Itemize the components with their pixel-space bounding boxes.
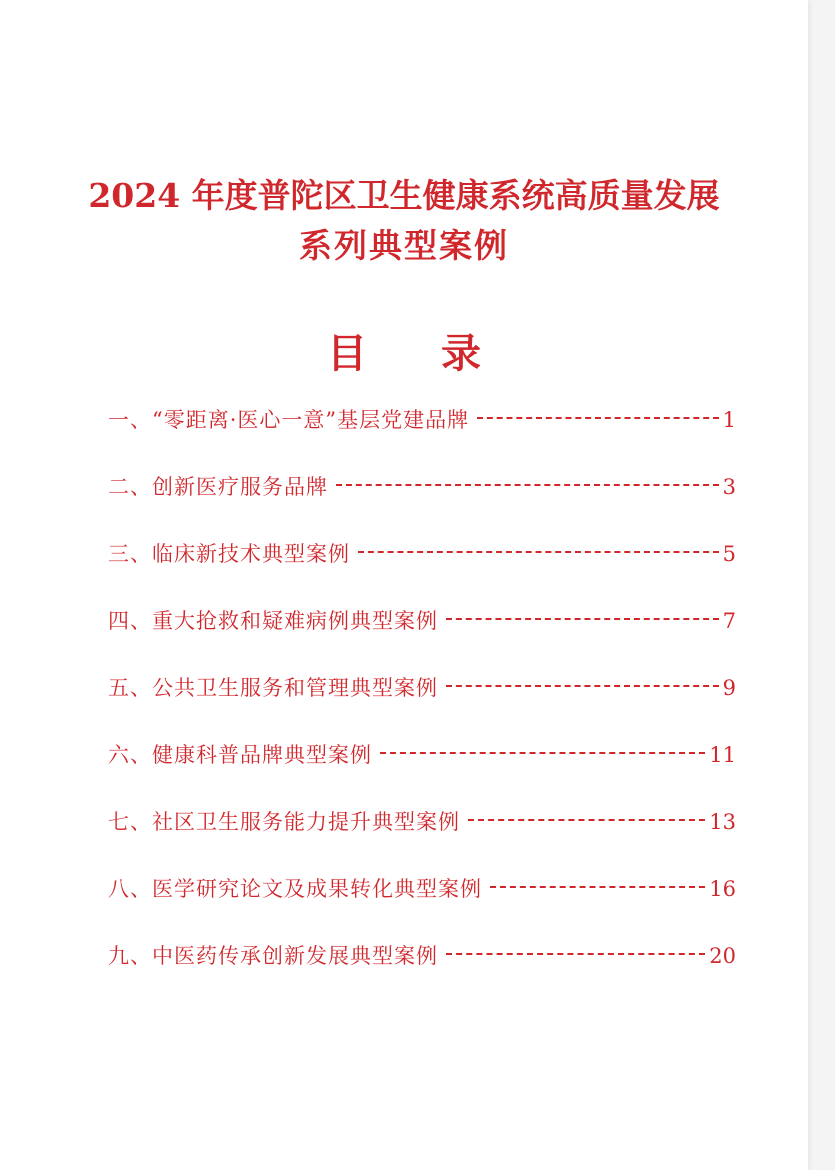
toc-entry-title: 二、创新医疗服务品牌 [108, 475, 328, 499]
toc-leader [446, 618, 719, 620]
toc-entry-title: 四、重大抢救和疑难病例典型案例 [108, 609, 438, 633]
toc-leader [336, 484, 719, 486]
document-title-line1: 2024 年度普陀区卫生健康系统高质量发展 [88, 176, 720, 215]
toc-page-number: 7 [722, 609, 736, 633]
toc-entry-title: 八、医学研究论文及成果转化典型案例 [108, 877, 482, 901]
toc-entry[interactable] [108, 396, 736, 463]
toc-leader [490, 886, 705, 888]
toc-leader [358, 551, 719, 553]
toc-page-number: 5 [722, 542, 736, 566]
document-title-line2: 系列典型案例 [299, 226, 509, 265]
toc-page-number: 20 [709, 944, 736, 968]
toc-entry-title: 六、健康科普品牌典型案例 [108, 743, 372, 767]
toc-entry[interactable] [108, 664, 736, 731]
toc-heading: 目 录 [327, 330, 511, 377]
toc-page-number: 16 [709, 877, 736, 901]
toc-leader [477, 417, 718, 419]
toc-entry-title: 九、中医药传承创新发展典型案例 [108, 944, 438, 968]
toc-entry[interactable] [108, 597, 736, 664]
toc-page-number: 1 [722, 408, 736, 432]
toc-page-number: 3 [722, 475, 736, 499]
toc-page-number: 13 [709, 810, 736, 834]
toc-entry[interactable] [108, 932, 736, 999]
toc-entry-title: 一、“零距离·医心一意”基层党建品牌 [108, 408, 470, 432]
toc-entry[interactable] [108, 798, 736, 865]
toc-page-number: 11 [709, 743, 736, 767]
toc-entry[interactable] [108, 463, 736, 530]
toc-leader [380, 752, 705, 754]
toc-entry[interactable] [108, 865, 736, 932]
toc-leader [446, 685, 719, 687]
toc-entry-title: 五、公共卫生服务和管理典型案例 [108, 676, 438, 700]
toc-entry-title: 三、临床新技术典型案例 [108, 542, 350, 566]
toc-leader [468, 819, 705, 821]
toc-entry-title: 七、社区卫生服务能力提升典型案例 [108, 810, 460, 834]
toc-entry[interactable] [108, 530, 736, 597]
toc-page-number: 9 [722, 676, 736, 700]
table-of-contents [108, 396, 736, 999]
toc-leader [446, 953, 705, 955]
toc-entry[interactable] [108, 731, 736, 798]
